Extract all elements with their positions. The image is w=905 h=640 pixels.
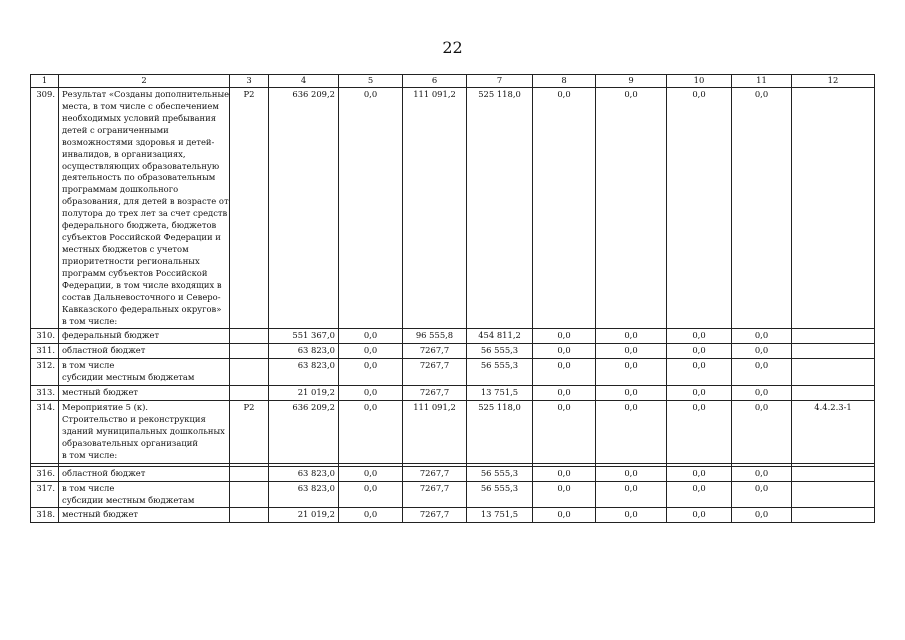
column-header: 6 (403, 75, 467, 88)
reference-code: 4.4.2.3-1 (792, 401, 875, 464)
row-description (59, 344, 230, 359)
reference-code (792, 508, 875, 523)
amount-col11: 0,0 (732, 359, 792, 386)
amount-total: 551 367,0 (269, 329, 339, 344)
funding-code (230, 344, 269, 359)
description-line: местный бюджет (62, 509, 139, 520)
table-row (31, 344, 875, 359)
column-header: 10 (667, 75, 732, 88)
row-description (59, 508, 230, 523)
amount-col6: 7267,7 (403, 508, 467, 523)
amount-col10: 0,0 (667, 88, 732, 329)
amount-col6: 7267,7 (403, 359, 467, 386)
row-description (59, 386, 230, 401)
column-header: 8 (533, 75, 596, 88)
amount-total: 21 019,2 (269, 386, 339, 401)
amount-col5: 0,0 (339, 359, 403, 386)
reference-code (792, 386, 875, 401)
row-description (59, 88, 230, 329)
amount-col6: 7267,7 (403, 344, 467, 359)
funding-code (230, 508, 269, 523)
reference-code (792, 481, 875, 508)
amount-col8: 0,0 (533, 481, 596, 508)
amount-col11: 0,0 (732, 88, 792, 329)
description-line: места, в том числе с обеспечением (62, 100, 219, 111)
amount-col11: 0,0 (732, 508, 792, 523)
description-line: местный бюджет (62, 387, 139, 398)
row-number: 311. (31, 344, 59, 359)
amount-col7: 525 118,0 (467, 401, 533, 464)
amount-col9: 0,0 (596, 508, 667, 523)
description-line: в том числе (62, 482, 115, 493)
table-row (31, 88, 875, 329)
amount-col10: 0,0 (667, 401, 732, 464)
amount-col5: 0,0 (339, 466, 403, 481)
amount-col6: 111 091,2 (403, 401, 467, 464)
amount-col7: 13 751,5 (467, 508, 533, 523)
row-number: 310. (31, 329, 59, 344)
amount-total: 636 209,2 (269, 401, 339, 464)
amount-col9: 0,0 (596, 88, 667, 329)
description-line: зданий муниципальных дошкольных (62, 425, 225, 436)
amount-col7: 13 751,5 (467, 386, 533, 401)
description-line: приоритетности региональных (62, 255, 200, 266)
funding-code (230, 329, 269, 344)
amount-col9: 0,0 (596, 401, 667, 464)
amount-total: 63 823,0 (269, 466, 339, 481)
description-line: возможностями здоровья и детей- (62, 136, 215, 147)
amount-col11: 0,0 (732, 329, 792, 344)
amount-total: 63 823,0 (269, 359, 339, 386)
row-number: 312. (31, 359, 59, 386)
reference-code (792, 466, 875, 481)
amount-col6: 96 555,8 (403, 329, 467, 344)
amount-col8: 0,0 (533, 401, 596, 464)
description-line: Федерации, в том числе входящих в (62, 279, 222, 290)
amount-col9: 0,0 (596, 329, 667, 344)
amount-col9: 0,0 (596, 386, 667, 401)
reference-code (792, 88, 875, 329)
row-description (59, 329, 230, 344)
table-row (31, 386, 875, 401)
row-number: 317. (31, 481, 59, 508)
amount-col5: 0,0 (339, 88, 403, 329)
amount-col6: 7267,7 (403, 466, 467, 481)
description-line: субъектов Российской Федерации и (62, 232, 221, 243)
funding-code: Р2 (230, 401, 269, 464)
description-line: Результат «Созданы дополнительные (62, 89, 230, 99)
amount-col8: 0,0 (533, 359, 596, 386)
amount-col10: 0,0 (667, 466, 732, 481)
amount-col7: 454 811,2 (467, 329, 533, 344)
budget-table (30, 74, 875, 523)
amount-col11: 0,0 (732, 344, 792, 359)
description-line: в том числе: (62, 449, 118, 460)
description-line: в том числе (62, 360, 115, 371)
description-line: необходимых условий пребывания (62, 112, 216, 123)
amount-col9: 0,0 (596, 481, 667, 508)
amount-col11: 0,0 (732, 386, 792, 401)
description-line: областной бюджет (62, 467, 146, 478)
column-header: 4 (269, 75, 339, 88)
description-line: областной бюджет (62, 345, 146, 356)
amount-col8: 0,0 (533, 329, 596, 344)
reference-code (792, 329, 875, 344)
amount-col5: 0,0 (339, 508, 403, 523)
amount-total: 21 019,2 (269, 508, 339, 523)
amount-col8: 0,0 (533, 466, 596, 481)
row-number: 316. (31, 466, 59, 481)
amount-total: 63 823,0 (269, 344, 339, 359)
column-header: 11 (732, 75, 792, 88)
amount-col10: 0,0 (667, 386, 732, 401)
column-header: 12 (792, 75, 875, 88)
row-description (59, 481, 230, 508)
description-line: детей с ограниченными (62, 124, 169, 135)
row-description (59, 466, 230, 481)
funding-code (230, 359, 269, 386)
reference-code (792, 359, 875, 386)
amount-col10: 0,0 (667, 481, 732, 508)
amount-col7: 56 555,3 (467, 344, 533, 359)
funding-code: Р2 (230, 88, 269, 329)
description-line: в том числе: (62, 315, 118, 326)
amount-col8: 0,0 (533, 508, 596, 523)
amount-col7: 56 555,3 (467, 481, 533, 508)
table-row (31, 466, 875, 481)
amount-col5: 0,0 (339, 386, 403, 401)
description-line: Строительство и реконструкция (62, 413, 206, 424)
amount-col11: 0,0 (732, 481, 792, 508)
description-line: программ субъектов Российской (62, 267, 208, 278)
amount-col6: 7267,7 (403, 481, 467, 508)
row-number: 318. (31, 508, 59, 523)
amount-col8: 0,0 (533, 344, 596, 359)
description-line: образовательных организаций (62, 437, 198, 448)
funding-code (230, 481, 269, 508)
column-header: 9 (596, 75, 667, 88)
description-line: полутора до трех лет за счет средств (62, 208, 228, 219)
amount-col5: 0,0 (339, 481, 403, 508)
description-line: федерального бюджета, бюджетов (62, 220, 217, 231)
table-row (31, 481, 875, 508)
description-line: субсидии местным бюджетам (62, 372, 195, 383)
amount-col9: 0,0 (596, 344, 667, 359)
amount-col11: 0,0 (732, 401, 792, 464)
amount-col6: 111 091,2 (403, 88, 467, 329)
amount-col5: 0,0 (339, 329, 403, 344)
funding-code (230, 386, 269, 401)
table-row (31, 508, 875, 523)
amount-col11: 0,0 (732, 466, 792, 481)
amount-col10: 0,0 (667, 329, 732, 344)
amount-col7: 525 118,0 (467, 88, 533, 329)
column-header: 5 (339, 75, 403, 88)
column-header: 7 (467, 75, 533, 88)
amount-col10: 0,0 (667, 344, 732, 359)
amount-total: 63 823,0 (269, 481, 339, 508)
amount-col5: 0,0 (339, 401, 403, 464)
amount-col6: 7267,7 (403, 386, 467, 401)
table-row (31, 329, 875, 344)
amount-col7: 56 555,3 (467, 466, 533, 481)
table-row (31, 359, 875, 386)
description-line: деятельность по образовательным (62, 172, 216, 183)
description-line: осуществляющих образовательную (62, 160, 220, 171)
column-header-row (31, 75, 875, 88)
description-line: федеральный бюджет (62, 330, 160, 341)
row-description (59, 401, 230, 464)
description-line: Мероприятие 5 (к). (62, 402, 148, 413)
amount-col9: 0,0 (596, 359, 667, 386)
reference-code (792, 344, 875, 359)
description-line: программам дошкольного (62, 184, 179, 195)
funding-code (230, 466, 269, 481)
amount-col8: 0,0 (533, 386, 596, 401)
amount-total: 636 209,2 (269, 88, 339, 329)
row-description (59, 359, 230, 386)
description-line: Кавказского федеральных округов» (62, 303, 222, 314)
description-line: субсидии местным бюджетам (62, 494, 195, 505)
row-number: 313. (31, 386, 59, 401)
description-line: состав Дальневосточного и Северо- (62, 291, 221, 302)
description-line: инвалидов, в организациях, (62, 148, 186, 159)
amount-col5: 0,0 (339, 344, 403, 359)
page-number: 22 (442, 38, 463, 57)
column-header: 2 (59, 75, 230, 88)
description-line: образования, для детей в возрасте от (62, 196, 229, 207)
amount-col7: 56 555,3 (467, 359, 533, 386)
column-header: 3 (230, 75, 269, 88)
column-header: 1 (31, 75, 59, 88)
description-line: местных бюджетов с учетом (62, 243, 189, 254)
row-number: 314. (31, 401, 59, 464)
amount-col10: 0,0 (667, 359, 732, 386)
amount-col10: 0,0 (667, 508, 732, 523)
table-row (31, 401, 875, 464)
amount-col8: 0,0 (533, 88, 596, 329)
row-number: 309. (31, 88, 59, 329)
amount-col9: 0,0 (596, 466, 667, 481)
